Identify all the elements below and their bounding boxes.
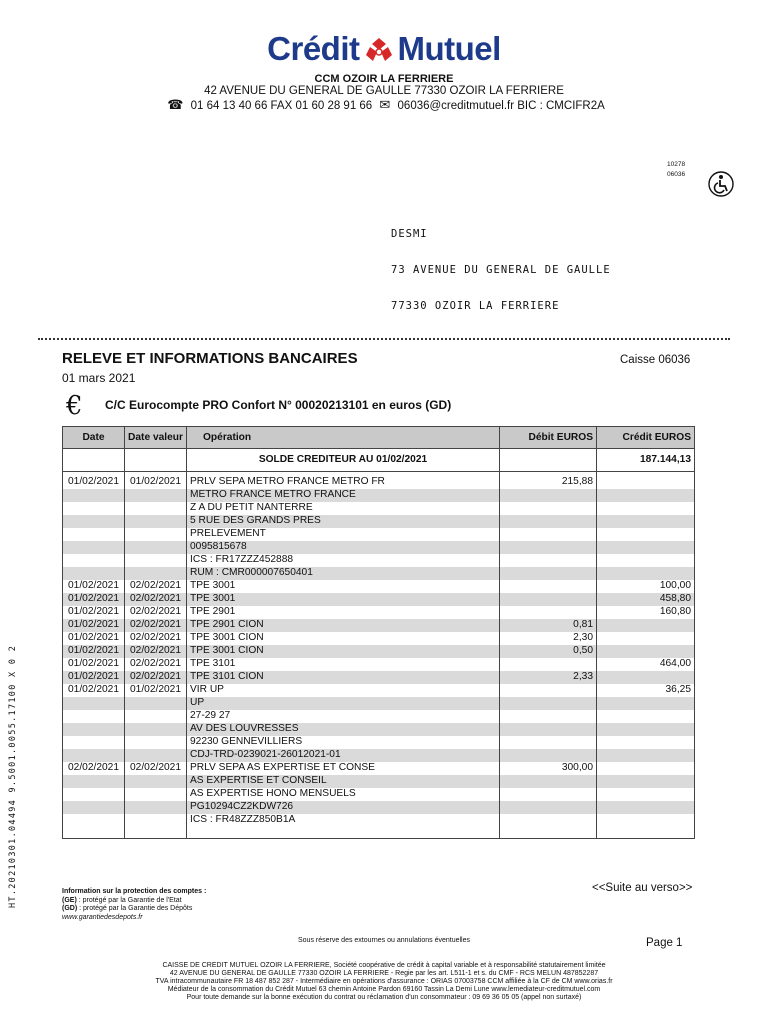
code-line: 06036 [667,171,686,178]
cell-date: 01/02/2021 [63,619,125,632]
email: 06036@creditmutuel.fr [397,100,515,112]
page-number: Page 1 [646,937,683,949]
side-reference-code: HT.20210301.04494 9.5001.0055.17100 X 0 2 [8,644,18,908]
cell-date [63,554,125,567]
col-operation: Opération [187,427,500,449]
credit-mutuel-logo-icon [364,36,394,64]
account-protection-info [62,888,206,922]
cell-operation: Z A DU PETIT NANTERRE [187,502,500,515]
cell-date-valeur [125,749,187,762]
cell-date [63,723,125,736]
cell-date [63,697,125,710]
cell-credit [597,515,695,528]
cell-credit [597,489,695,502]
cell-credit: 464,00 [597,658,695,671]
cell-date [63,710,125,723]
cell-debit [500,554,597,567]
cell-debit [500,710,597,723]
col-date: Date [63,427,125,449]
cell-date [63,515,125,528]
cell-operation: PRLV SEPA AS EXPERTISE ET CONSE [187,762,500,775]
bic: BIC : CMCIFR2A [517,100,605,112]
cell-date: 01/02/2021 [63,645,125,658]
table-row [63,554,695,567]
caisse-number: Caisse 06036 [620,354,691,366]
cell-date [63,541,125,554]
cell-date [63,528,125,541]
cell-credit: 160,80 [597,606,695,619]
cell-operation: AS EXPERTISE HONO MENSUELS [187,788,500,801]
cell-debit: 0,50 [500,645,597,658]
cell-debit: 215,88 [500,476,597,489]
cell-date [63,489,125,502]
protection-link[interactable]: www.garantiedesdepots.fr [62,913,143,921]
cell-date-valeur [125,775,187,788]
cell-credit [597,502,695,515]
recipient-address [391,204,611,324]
legal-line: Médiateur de la consommation du Crédit Mutuel 63 chemin Antoine Pardon 69160 Tassin La Demi Lune www.lemediateur-creditmutuel.com [167,986,601,993]
cell-debit [500,801,597,814]
cell-debit [500,541,597,554]
cell-date-valeur [125,723,187,736]
cell-date [63,775,125,788]
cell-debit [500,736,597,749]
cell-operation: ICS : FR17ZZZ452888 [187,554,500,567]
branch-contact [0,97,768,113]
cell-date-valeur [125,736,187,749]
cell-operation: TPE 2901 [187,606,500,619]
euro-icon: € [66,391,83,421]
cell-operation: TPE 3001 CION [187,632,500,645]
recipient-name: DESMI [391,228,428,240]
table-row [63,749,695,762]
table-row [63,593,695,606]
table-row [63,489,695,502]
cell-date-valeur [125,502,187,515]
cell-date-valeur: 02/02/2021 [125,632,187,645]
cell-date-valeur [125,541,187,554]
table-row [63,632,695,645]
cell-operation: ICS : FR48ZZZ850B1A [187,814,500,827]
cell-debit [500,489,597,502]
cell-credit [597,619,695,632]
col-date-valeur: Date valeur [125,427,187,449]
cell-credit [597,749,695,762]
cell-date: 01/02/2021 [63,632,125,645]
table-end-row [63,827,695,839]
cell-credit [597,476,695,489]
cell-date: 01/02/2021 [63,593,125,606]
cell-date-valeur [125,814,187,827]
table-row [63,528,695,541]
solde-credit: 187.144,13 [597,449,695,472]
cell-credit [597,814,695,827]
brand-left: Crédit [267,30,360,67]
table-row [63,658,695,671]
cell-date [63,502,125,515]
cell-date: 01/02/2021 [63,658,125,671]
statement-title: RELEVE ET INFORMATIONS BANCAIRES [62,350,358,367]
recipient-line2: 77330 OZOIR LA FERRIERE [391,300,560,312]
solde-label: SOLDE CREDITEUR AU 01/02/2021 [187,449,500,472]
cell-credit [597,710,695,723]
cell-credit: 458,80 [597,593,695,606]
table-row [63,723,695,736]
cell-date [63,814,125,827]
branch-address: 42 AVENUE DU GENERAL DE GAULLE 77330 OZOIR LA FERRIERE [204,85,564,97]
cell-date: 01/02/2021 [63,606,125,619]
brand-right: Mutuel [397,30,501,67]
cell-operation: TPE 3101 [187,658,500,671]
cell-date-valeur [125,528,187,541]
cell-operation: PRLV SEPA METRO FRANCE METRO FR [187,476,500,489]
cell-operation: 27-29 27 [187,710,500,723]
mail-icon: ✉ [379,97,391,112]
table-row [63,515,695,528]
cell-operation: 5 RUE DES GRANDS PRES [187,515,500,528]
code-line: 10278 [667,161,686,168]
cell-debit: 2,33 [500,671,597,684]
cell-operation: TPE 3101 CION [187,671,500,684]
cell-date-valeur: 01/02/2021 [125,476,187,489]
cell-credit [597,801,695,814]
cell-debit [500,606,597,619]
cell-date [63,567,125,580]
continued-note: <<Suite au verso>> [592,882,693,894]
cell-date-valeur: 02/02/2021 [125,593,187,606]
cell-credit [597,762,695,775]
col-credit: Crédit EUROS [597,427,695,449]
protection-title: Information sur la protection des comptes : [62,888,207,895]
cell-date: 02/02/2021 [63,762,125,775]
cell-operation: TPE 3001 [187,593,500,606]
table-row [63,567,695,580]
cell-date-valeur: 02/02/2021 [125,580,187,593]
cell-debit [500,502,597,515]
cell-date-valeur [125,710,187,723]
cell-credit [597,723,695,736]
cell-credit [597,671,695,684]
cell-credit [597,554,695,567]
wheelchair-icon [708,171,734,197]
cell-credit [597,775,695,788]
table-row [63,541,695,554]
cell-operation: VIR UP [187,684,500,697]
cell-debit [500,580,597,593]
reserve-note: Sous réserve des extournes ou annulations éventuelles [298,937,470,944]
cell-credit [597,567,695,580]
legal-line: 42 AVENUE DU GENERAL DE GAULLE 77330 OZOIR LA FERRIERE - Regie par les art. L511-1 et s. du CMF - RCS MELUN 487852287 [169,970,599,977]
cell-debit [500,684,597,697]
table-row [63,580,695,593]
cell-operation: TPE 2901 CION [187,619,500,632]
cell-date-valeur [125,567,187,580]
cell-debit: 0,81 [500,619,597,632]
col-debit: Débit EUROS [500,427,597,449]
gd-text: : protégé par la Garantie des Dépôts [77,905,193,912]
table-row [63,801,695,814]
table-row [63,671,695,684]
cell-debit [500,749,597,762]
solde-row [63,449,695,472]
cell-date-valeur [125,489,187,502]
cell-credit [597,697,695,710]
table-row [63,502,695,515]
cell-credit [597,788,695,801]
statement-date: 01 mars 2021 [62,371,136,385]
cell-operation: RUM : CMR000007650401 [187,567,500,580]
cell-debit [500,697,597,710]
table-row [63,814,695,827]
table-row [63,684,695,697]
cell-credit [597,645,695,658]
cell-debit [500,658,597,671]
cell-date-valeur [125,515,187,528]
cell-date-valeur: 01/02/2021 [125,684,187,697]
cell-debit [500,528,597,541]
cell-debit [500,775,597,788]
cell-credit [597,736,695,749]
cell-date [63,736,125,749]
cell-date-valeur: 02/02/2021 [125,762,187,775]
cell-operation: CDJ-TRD-0239021-26012021-01 [187,749,500,762]
table-row [63,619,695,632]
cell-operation: PRELEVEMENT [187,528,500,541]
ge-text: : protégé par la Garantie de l'Etat [76,896,182,904]
cell-operation: 0095815678 [187,541,500,554]
cell-credit [597,541,695,554]
cell-date [63,788,125,801]
cell-operation: TPE 3001 [187,580,500,593]
cell-date-valeur: 02/02/2021 [125,671,187,684]
cell-debit [500,567,597,580]
cell-date: 01/02/2021 [63,671,125,684]
cell-operation: PG10294CZ2KDW726 [187,801,500,814]
cell-date-valeur [125,697,187,710]
table-row [63,736,695,749]
cell-operation: TPE 3001 CION [187,645,500,658]
legal-line: Pour toute demande sur la bonne exécution du contrat ou réclamation d'un consommateur : 09 69 36 05 05 (appel non surtaxé) [186,994,582,1001]
cell-date [63,801,125,814]
cell-credit [597,632,695,645]
cell-date-valeur: 02/02/2021 [125,606,187,619]
cell-credit: 100,00 [597,580,695,593]
cell-date-valeur [125,788,187,801]
table-row [63,606,695,619]
table-header-row [63,427,695,449]
cell-debit [500,788,597,801]
cell-credit: 36,25 [597,684,695,697]
cell-debit: 2,30 [500,632,597,645]
cell-date-valeur [125,801,187,814]
account-title: C/C Eurocompte PRO Confort N° 00020213101 en euros (GD) [105,398,452,412]
cell-operation: UP [187,697,500,710]
cell-date [63,749,125,762]
cell-date-valeur: 02/02/2021 [125,619,187,632]
table-row [63,645,695,658]
fold-line [38,338,730,340]
cell-date-valeur [125,554,187,567]
cell-debit [500,814,597,827]
cell-debit [500,515,597,528]
legal-notice [0,962,768,1002]
gd-code: (GD) [62,905,78,912]
ge-code: (GE) [62,896,77,904]
table-row [63,710,695,723]
phone-icon: ☎ [167,97,184,112]
cell-date: 01/02/2021 [63,476,125,489]
cell-date-valeur: 02/02/2021 [125,658,187,671]
table-row [63,762,695,775]
cell-operation: AS EXPERTISE ET CONSEIL [187,775,500,788]
cell-operation: 92230 GENNEVILLIERS [187,736,500,749]
cell-date: 01/02/2021 [63,684,125,697]
operations-table [62,426,695,839]
table-row [63,476,695,489]
legal-line: CAISSE DE CREDIT MUTUEL OZOIR LA FERRIERE, Société coopérative de crédit à capital variable et à responsabilité statutairement limitée [162,962,606,969]
phone-fax: 01 64 13 40 66 FAX 01 60 28 91 66 [190,100,373,112]
cell-debit [500,723,597,736]
table-row [63,697,695,710]
cell-operation: METRO FRANCE METRO FRANCE [187,489,500,502]
cell-credit [597,528,695,541]
cell-debit: 300,00 [500,762,597,775]
postal-codes [667,160,685,180]
branch-name: CCM OZOIR LA FERRIERE [314,73,454,85]
credit-mutuel-logo [0,30,768,68]
table-row [63,788,695,801]
cell-date-valeur: 02/02/2021 [125,645,187,658]
cell-date: 01/02/2021 [63,580,125,593]
recipient-line1: 73 AVENUE DU GENERAL DE GAULLE [391,264,611,276]
cell-debit [500,593,597,606]
table-row [63,775,695,788]
legal-line: TVA intracommunautaire FR 18 487 852 287 - Intermédiaire en opérations d'assurance : ORIAS 07003758 CCM affiliée à la CF de CM www.orias.fr [155,978,613,985]
cell-operation: AV DES LOUVRESSES [187,723,500,736]
